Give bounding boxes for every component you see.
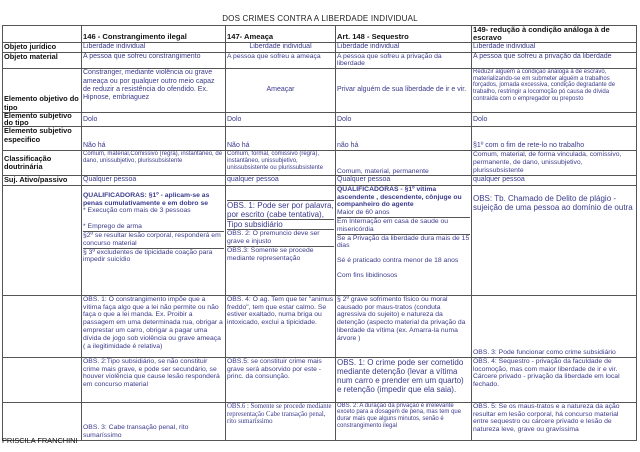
cell-147-obs6: OBS.6 : Somente se procede mediante representação Cabe transação penal, rito sumaríssimo	[226, 402, 336, 440]
q147-obs3: OBS.3: Somente se procede mediante representação	[227, 246, 334, 263]
q146-line2: * Emprego de arma	[83, 223, 142, 231]
header-146: 146 - Constrangimento ilegal	[82, 26, 226, 43]
cell-147-qualificadoras	[226, 185, 336, 295]
label-objeto-juridico: Objeto jurídico	[3, 42, 82, 52]
q148-head: QUALIFICADORAS - §1º vítima ascendente , descendente, cônjuge ou companheiro do agente	[337, 185, 462, 209]
cell-148-qualificadoras	[336, 185, 472, 295]
cell-146-objeto-juridico: Liberdade individual	[82, 42, 226, 52]
cell-148-elemento-tipo: Privar alguém de sua liberdade de ir e vir.	[336, 69, 472, 113]
author-footer: PRISCILA FRANCHINI	[2, 436, 78, 445]
header-empty-cell	[3, 26, 82, 43]
row-obs-c	[3, 402, 637, 440]
label-objeto-material: Objeto material	[3, 52, 82, 69]
row-classificacao	[3, 151, 637, 176]
cell-148-obs1: OBS. 1: O crime pode ser cometido mediante detenção (levar a vítima num carro e prender em um quarto) e retenção (impedir que ela saia).	[336, 357, 472, 402]
cell-147-objeto-material: A pessoa que sofreu a ameaça	[226, 52, 336, 69]
label-suj: Suj. Ativo/passivo	[3, 176, 82, 185]
cell-146-objeto-material: A pessoa que sofreu constrangimento	[82, 52, 226, 69]
row-elemento-especifico	[3, 127, 637, 151]
q148-line5: Com fins libidinosos	[337, 271, 398, 279]
q148-line1: Maior de 60 anos	[337, 209, 390, 217]
q149-obs: OBS: Tb. Chamado de Delito de plágio - sujeição de uma pessoa ao domínio de outra	[473, 193, 633, 212]
header-148: Art. 148 - Sequestro	[336, 26, 472, 43]
q147-obs1: OBS. 1: Pode ser por palavra, por escrito (cabe tentativa),	[227, 200, 334, 219]
table-header-row	[3, 26, 637, 43]
cell-149-obs3: OBS. 3: Pode funcionar como crime subsidiário	[472, 295, 637, 357]
cell-148-dolo: Dolo	[336, 113, 472, 127]
label-qualificadoras-empty	[3, 185, 82, 295]
q147-obs1b: Tipo subsidiário	[227, 219, 334, 229]
cell-146-qualificadoras	[82, 185, 226, 295]
cell-147-classificacao: Comum, formal, comissivo (regra), instantâneo, unissubjetivo, unissubsistente ou plurissubsistente	[226, 151, 336, 176]
cell-148-obs2: OBS. 2: A duração da privação é irrelevante exceto para a dosagem de pena, mas tem que durar mais que alguns minutos, senão é constrangimento ilegal	[336, 402, 472, 440]
cell-148-objeto-juridico: Liberdade individual	[336, 42, 472, 52]
crimes-table	[2, 25, 637, 441]
q148-line3: Se a Privação da liberdade dura mais de 15 dias	[337, 234, 470, 250]
label-classificacao: Classificação doutrinária	[3, 151, 82, 176]
row-qualificadoras	[3, 185, 637, 295]
q148-line2: Em Internação em casa de saude ou misericórdia	[337, 217, 470, 234]
label-elemento-especifico: Elemento subjetivo especifico	[3, 127, 82, 151]
q146-line3: §2º se resultar lesão corporal, responderá em concurso material	[83, 231, 224, 248]
cell-148-classificacao: Comum, material, permanente	[336, 151, 472, 176]
cell-148-suj: Qualquer pessoa	[336, 176, 472, 185]
cell-146-elemento-tipo: Constranger, mediante violência ou grave ameaça ou por qualquer outro meio capaz de reduzir a resistência do ofendido. Ex. Hipnose, embriaguez	[82, 69, 226, 113]
cell-149-objeto-juridico: Liberdade individual	[472, 42, 637, 52]
cell-148-especifico: não há	[336, 127, 472, 151]
cell-149-dolo: Dolo	[472, 113, 637, 127]
row-elemento-subjetivo	[3, 113, 637, 127]
q146-line4: § 3º excludentes de tipicidade coação para impedir suicídio	[83, 248, 224, 265]
cell-146-obs3: OBS. 3: Cabe transação penal, rito sumaríssimo	[82, 402, 226, 440]
cell-146-dolo: Dolo	[82, 113, 226, 127]
cell-149-classificacao: Comum, material, de forma vinculada, comissivo, permanente, de dano, unissubjetivo, plurissubsistente	[472, 151, 637, 176]
cell-147-obs5: OBS.5: se constituir crime mais grave será absorvido por este - princ. da consunção.	[226, 357, 336, 402]
label-obs-b-empty	[3, 357, 82, 402]
cell-149-especifico: §1º com o fim de rete-lo no trabalho	[472, 127, 637, 151]
cell-149-suj: qualquer pessoa	[472, 176, 637, 185]
cell-146-obs1: OBS. 1: O constrangimento impõe que a vítima faça algo que a lei não permite ou não faça o que a lei manda. Ex. Proibir a passagem em uma determinada rua, obrigar a emprestar um carro, obrigar a pagar uma dívida de jogo sob violência ou grave ameaça ( a ilegitimidade é relativa)	[82, 295, 226, 357]
q147-obs2: OBS. 2: O premuncio deve ser grave e injusto	[227, 229, 334, 246]
row-obs-a	[3, 295, 637, 357]
cell-146-especifico: Não há	[82, 127, 226, 151]
q146-head: QUALIFICADORAS: §1º - aplicam-se as penas cumulativamente e em dobro se	[83, 191, 210, 207]
row-suj	[3, 176, 637, 185]
cell-149-obs4: OBS. 4: Sequestro - privação da faculdade de locomoção, mas com maior liberdade de ir e vir. Cárcere privado - privação da liberdade em local fechado.	[472, 357, 637, 402]
cell-146-classificacao: Comum, material,Comissivo (regra), instantâneo, de dano, unissubjetivo, plurissubsistente	[82, 151, 226, 176]
cell-146-suj: Qualquer pessoa	[82, 176, 226, 185]
cell-149-obs5: OBS. 5: Se os maus-tratos e a natureza da ação resultar em lesão corporal, há concurso material entre sequestro ou cárcere privado e lesão de natureza leve, grave ou gravíssima	[472, 402, 637, 440]
q148-line4: Sé é praticado contra menor de 18 anos	[337, 257, 459, 265]
label-obs-a-empty	[3, 295, 82, 357]
row-elemento-tipo	[3, 69, 637, 113]
cell-147-obs4: OBS. 4: O ag. Tem que ter "animus freddo", tem que estar calmo. Se estiver exaltado, numa briga ou intoxicado, exclui a tipicidade.	[226, 295, 336, 357]
cell-148-par2: § 2º grave sofrimento físico ou moral causado por maus-tratos (conduta agressiva do sujeito) e natureza da detenção (aspecto material da privação da liberdade da vítima (ex. Amarra-la numa árvore )	[336, 295, 472, 357]
cell-148-objeto-material: A pessoa que sofreu a privação da liberdade	[336, 52, 472, 69]
cell-149-elemento-tipo: Reduzir alguém à condição análoga à de escravo, materializando-se em submeter alguém a trabalhos forçados, jornada excessiva, condição degradante de trabalho, restringir a locomoção pó causa de dívida contraída com o empregador ou preposto	[472, 69, 637, 113]
cell-147-especifico: Não há	[226, 127, 336, 151]
row-objeto-material	[3, 52, 637, 69]
header-147: 147- Ameaça	[226, 26, 336, 43]
q146-line1: * Execução com mais de 3 pessoas	[83, 207, 191, 215]
cell-147-objeto-juridico: Liberdade individual	[226, 42, 336, 52]
label-elemento-subjetivo: Elemento subjetivo do tipo	[3, 113, 82, 127]
cell-147-elemento-tipo: Ameaçar	[226, 69, 336, 113]
cell-149-qualificadoras	[472, 185, 637, 295]
row-objeto-juridico	[3, 42, 637, 52]
cell-149-objeto-material: A pessoa que sofreu a privação da liberdade	[472, 52, 637, 69]
row-obs-b	[3, 357, 637, 402]
header-149: 149- redução à condição análoga à de escravo	[472, 26, 637, 43]
cell-146-obs2: OBS. 2:Tipo subsidiário, se não constituir crime mais grave, e pode ser secundário, se houver violência que cause lesão responderá em concurso material	[82, 357, 226, 402]
cell-147-dolo: Dolo	[226, 113, 336, 127]
cell-147-suj: qualquer pessoa	[226, 176, 336, 185]
page-title: DOS CRIMES CONTRA A LIBERDADE INDIVIDUAL	[222, 14, 418, 23]
label-elemento-tipo: Elemento objetivo do tipo	[3, 69, 82, 113]
label-obs-c-empty	[3, 402, 82, 440]
